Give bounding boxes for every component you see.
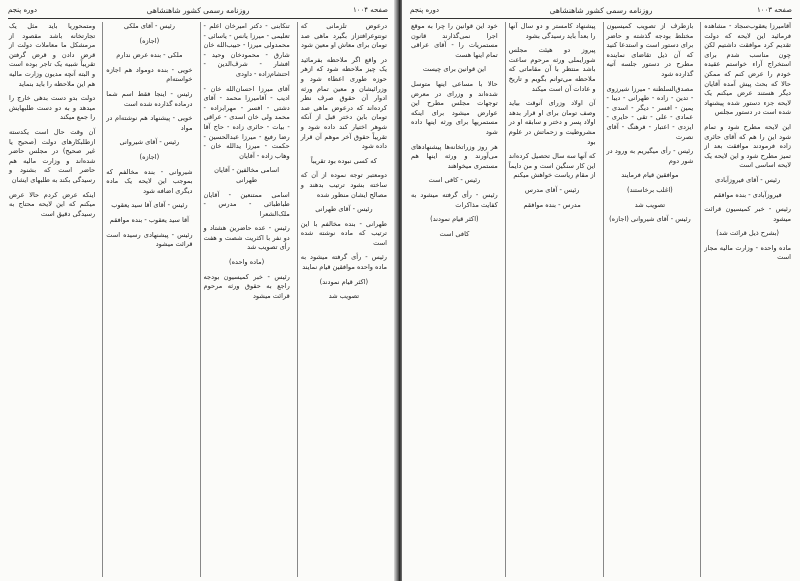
left-page-header [8, 6, 388, 19]
paragraph: رئیس - خبر کمیسیون قرائت میشود [704, 205, 791, 223]
paragraph: هر روز وزراتخانه‌ها پیشنهادهای می‌آورند و ورثه اینها هم مستمری میخواهند [411, 142, 498, 170]
left-page-columns [6, 22, 390, 577]
paragraph: آقامیرزا یعقوب‌سجاد - مشاهده فرمائید این لایحه که دولت تقدیم کرد موافقت داشتیم لکن چون مناسب شدم برای استخراج آراء خواستم عقیده خودم را عرض کنم که ممکن حالا که بحث پیش آمده آقایان دیگر هستند عرض میکنم یک لایحه جزء دستور شده پیشنهاد شده است در دستور مجلس [704, 22, 791, 117]
paragraph: خویی - بنده دومواد هم اجازه خواسته‌ام [106, 65, 193, 84]
paragraph: (اکثر قیام نمودند) [319, 277, 369, 286]
paragraph: رئیس - اینجا فقط اسم شما درماده گذارده شده است [106, 89, 193, 108]
paragraph: دولت بدو دست بدهی خارج را میدهد و به دو دست طلبهایش را جمع میکند [9, 94, 96, 122]
paragraph: در واقع اگر ملاحظه بفرمائید یک چیز ملاحظه شود که ازهر حوزه طوری اعطاء شود و وزرائیشان و معین تمام ورثه ادوار آن حقوق صرف نظر کرده‌اند که درعوض ماهی صد تومان باین دختر قبل از آنکه شوهر اختیار کند داده شود و تقریباً حقوق آخر موهم آن قرار داده شود [300, 55, 387, 151]
paragraph: (ماده واحده) [229, 258, 265, 267]
paragraph: (بشرح ذیل قرائت شد) [716, 229, 779, 238]
paragraph: (اجازه) [139, 36, 160, 45]
paragraph: حالا با مساعی اینها متوسل شده‌اند و وزرای در معرض توجهات مجلس مطرح این عوارض میشود برای اینکه مستمریها برای ورثه اینها داده شود [411, 79, 498, 136]
paragraph: رئیس - آقای طهرانی [315, 205, 373, 214]
paragraph: مدرس - بنده موافقم [523, 200, 581, 209]
newspaper-title: روزنامه رسمی کشور شاهنشاهی [146, 6, 250, 15]
right-page-columns [408, 22, 794, 577]
paragraph: کافی است [439, 229, 470, 238]
paragraph: رئیس - آقای شیروانی (اجازه) [609, 215, 691, 224]
paragraph: رئیس - عده حاضرین هشتاد و دو نفر با اکثریت شصت و هفت رأی تصویب شد [203, 224, 290, 252]
paragraph: رئیس - رأی گرفته میشود به ماده واحده موافقین قیام نمایند [300, 253, 387, 272]
paragraph: آقا سید یعقوب - بنده موافقم [109, 215, 189, 224]
paragraph: درعوض تلزمانی که تونتوعرافتزاز بگیرد ماهی صد تومان برای معاش او معین شود [300, 22, 387, 50]
paragraph: پیروز دو هیئت مجلس شورایملی ورثه مرحوم ساعت باشد منتظر با آن مقاماتی که ملاحظه می‌توانم بگویم و تاریخ و عادات آن است میکند [508, 46, 596, 93]
paragraph: ماده واحده - وزارت مالیه مجاز است [704, 243, 791, 262]
paragraph: رئیس - آقای فیروزآبادی [715, 175, 781, 184]
paragraph: شیروانی - بنده مخالفم که بموجب این لایحه یک ماده دیگری اضافه شود [106, 167, 193, 195]
paragraph: که آنها سه سال تحصیل کرده‌اند این کار سنگین است و من دایماً از مقام ریاست خواهش میکنم [508, 152, 596, 180]
paragraph: ملکی - بنده عرض ندارم [116, 51, 183, 60]
paragraph: بازطرف از تصویب کمیسیون مختلط بودجه گذشته و حاضر برای دستور است و استدعا کنید که آن ذیل تقاضای نماینده مطرح در دستور جلسه آتیه گذارده شود [606, 22, 694, 78]
paragraph: رئیس - پیشنهادی رسیده است قرائت میشود [106, 230, 193, 249]
paragraph: آقای میرزا احسان‌الله خان - ادیب - آقامیرزا محمد - آقای دشتی - افسر - مهرابزاده - محمد ولی خان اسدی - عراقی - بیات - حائری زاده - حاج آقا رضا رفیع - میرزا عبدالحسین - حکمت - میرزا یدالله خان - وهاب زاده - آقایان [203, 84, 290, 160]
right-page [402, 0, 800, 581]
paragraph: که کسی نبوده بود تقریباً [310, 156, 377, 165]
paragraph: اینکه عرض کردم حالا عرض میکنم که این لایحه محتاج به رسیدگی دقیق است [9, 190, 96, 218]
text-column [6, 22, 98, 577]
paragraph: رئیس - آقای شیروانی [119, 138, 180, 147]
text-column [700, 22, 794, 577]
paragraph: (اکثر قیام نمودند) [430, 215, 479, 224]
text-column [102, 22, 195, 577]
paragraph: موافقین قیام فرمایند [621, 171, 679, 180]
text-column [603, 22, 697, 577]
paragraph: خود این قوانین را چرا به موقع اجرا نمی‌گذارند قانون مستمریات را - آقای عراقی تمام اینها هست [411, 22, 498, 59]
paragraph: رئیس - آقای آقا سید یعقوب [111, 201, 188, 210]
paragraph: اسامی ممتنعین - آقایان طباطبائی - مدرس - ملک‌الشعرا [203, 190, 290, 218]
left-page [0, 0, 396, 581]
paragraph: پیشنهاد کامستر و دو سال آنها را بعداً باید رسیدگی بشود [508, 22, 596, 40]
paragraph: این لایحه مطرح شود و تمام شود این را هم که آقای حائری زاده فرمودند موافقت بعد از تمیز مطرح شود و این لایحه یک لایحه اساسی است [704, 122, 791, 170]
paragraph: رئیس - آقای مدرس [524, 185, 580, 194]
text-column [408, 22, 501, 577]
newspaper-title: روزنامه رسمی کشور شاهنشاهی [549, 6, 653, 15]
paragraph: تنکابنی - دکتر امیرخان اعلم - تعلیمی - میرزا یانس - یاسائی - محمدولی میرزا - حبیب‌الله خان شارق - محمودخان وحید - افشار - شرف‌الدین - احتشام‌زاده - داودی [203, 22, 290, 78]
page-number: صفحه ۱۰۰۳ [756, 6, 792, 14]
paragraph: اسامی مخالفین - آقایان طهرانی [214, 166, 280, 184]
paragraph: تصویب شد [634, 200, 666, 209]
paragraph: رئیس - خبر کمیسیون بودجه راجع به حقوق ورثه مرحوم قرائت میشود [203, 272, 290, 300]
period-label: دوره پنجم [410, 6, 440, 14]
text-column [200, 22, 293, 577]
paragraph: دومعتبر توجه نموده از آن که ساخته بشود ترتیب بدهند و مصالح ایشان منظور شده [300, 171, 387, 199]
paragraph: مصدق‌السلطنه - میرزا شیرزوی - تدین - زاده - طهرانی - دیبا - یمین - افسر - دیگر - اسدی - عمادی - علی - تقی - حایری - ایزدی - اعتبار - فرهنگ - آقای نصرت [606, 84, 694, 141]
paragraph: این قوانین برای چیست [422, 65, 486, 74]
period-label: دوره پنجم [8, 6, 38, 14]
paragraph: آن اولاد وزرای آنوقت بیاید وصف تومان برای او قرار بدهد اولاد پسر و دختر و سابقه او در مشروطیت و زحماتش در علوم بود [508, 99, 596, 146]
paragraph: ومتمحوریا باید مثل یک تجارتخانه باشد مقصود از مرمشکل ما معاملات دولت از قرض دادن و قرض گرفتن تقریباً شبیه یک تاجر بوده است و البته آنچه مدیون وزارت مالیه هم این ملاحظه را باید بنماید [9, 22, 96, 88]
paragraph: (اغلب برخاستند) [627, 185, 673, 194]
paragraph: طهرانی - بنده مخالفم با این ترتیب که ماده نوشته شده است [300, 219, 387, 247]
paragraph: رئیس - آقای ملکی [123, 22, 175, 30]
paragraph: آن وقت حال است یکدسته ازطلبکارهای دولت (صحیح یا غیر صحیح) در مجلس حاضر شده‌اند و وزارت مالیه هم حاضر است که بشنود و رسیدگی بکند به طلبهای ایشان [9, 127, 96, 184]
paragraph: (اجازه) [139, 152, 160, 161]
paragraph: تصویب شد [328, 292, 360, 301]
text-column [297, 22, 390, 577]
paragraph: رئیس - رأی گرفته میشود به کفایت مذاکرات [411, 190, 498, 209]
paragraph: رئیس - رأی میگیریم به ورود در شور دوم [606, 147, 694, 165]
page-number: صفحه ۱۰۰۴ [352, 6, 388, 14]
paragraph: رئیس - کافی است [428, 176, 481, 185]
right-page-header [410, 6, 792, 19]
text-column [505, 22, 599, 577]
paragraph: فیروزآبادی - بنده موافقم [713, 190, 782, 199]
paragraph: خویی - پیشنهاد هم نوشته‌ام در مواد [106, 114, 193, 132]
